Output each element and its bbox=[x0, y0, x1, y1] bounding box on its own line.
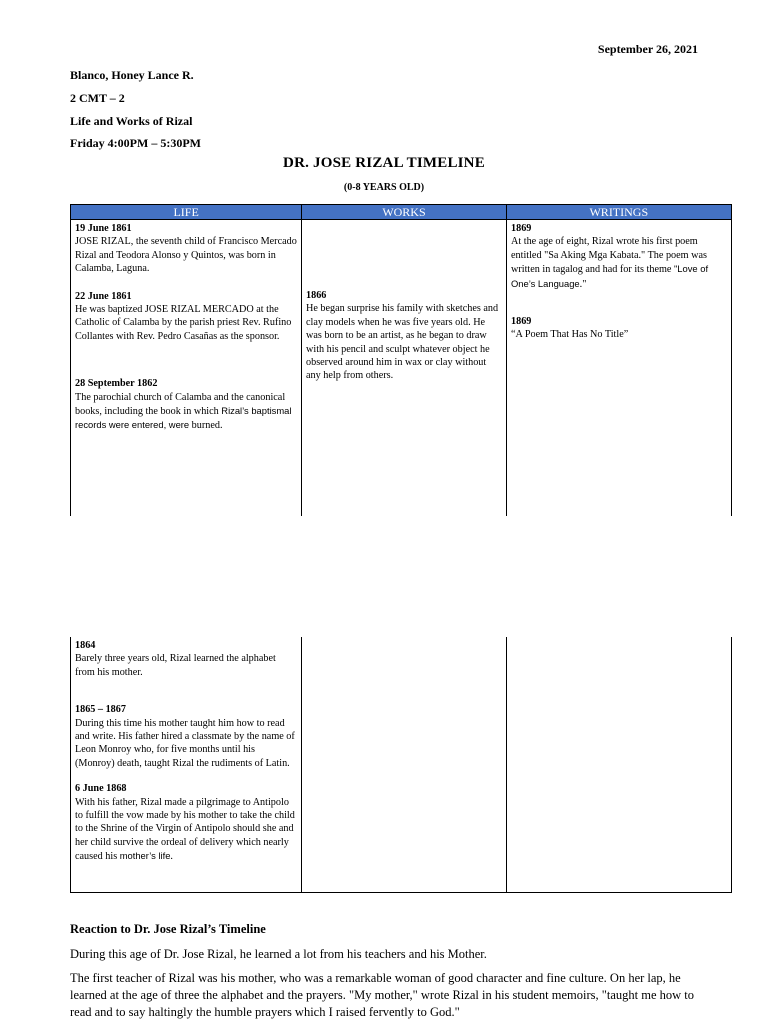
entry-text: During this time his mother taught him how to read and write. His father hired a classmate by the name of Leon Monroy who, for five months until his (Monroy) death, taught Rizal the rudiments of Latin. bbox=[75, 717, 295, 769]
life-entry bbox=[75, 639, 297, 679]
reaction-paragraph: The first teacher of Rizal was his mother, who was a remarkable woman of good character and fine culture. On her lap, he learned at the age of three the alphabet and the prayers. "My mother," wrote Rizal in his student memoirs, "taught me how to read and to say haltingly the humble prayers which I raised fervently to God." bbox=[70, 971, 694, 1019]
entry-text: ." bbox=[579, 278, 587, 290]
column-header-writings: WRITINGS bbox=[506, 205, 731, 219]
entry-text: JOSE RIZAL, the seventh child of Francisco Mercado Rizal and Teodora Alonso y Quintos, was born in Calamba, Laguna. bbox=[75, 236, 297, 275]
writings-entry bbox=[511, 222, 727, 291]
entry-date: 1869 bbox=[511, 223, 532, 234]
subject-name: Life and Works of Rizal bbox=[70, 114, 193, 128]
column-header-works: WORKS bbox=[301, 205, 505, 219]
document-date: September 26, 2021 bbox=[597, 42, 698, 56]
entry-date: 1865 – 1867 bbox=[75, 704, 126, 716]
life-entry bbox=[75, 782, 297, 863]
entry-text: . bbox=[170, 851, 173, 863]
writings-column bbox=[506, 637, 731, 892]
page-title: DR. JOSE RIZAL TIMELINE bbox=[283, 155, 485, 171]
writings-entry bbox=[511, 315, 727, 342]
entry-text: Rizal’s baptismal records were entered, were bbox=[75, 405, 292, 431]
works-entry bbox=[306, 289, 502, 383]
entry-date: 1866 bbox=[306, 290, 327, 301]
entry-text: “A Poem That Has No Title” bbox=[511, 329, 629, 341]
life-column bbox=[71, 637, 301, 892]
entry-text: With his father, Rizal made a pilgrimage to Antipolo to fulfill the vow made by his mother to take the child to the Shrine of the Virgin of Antipolo should she and her child survive the ordeal of delivery which nearly caused his bbox=[75, 796, 295, 863]
works-column bbox=[301, 220, 506, 516]
timeline-table-header bbox=[70, 204, 732, 220]
entry-date: 19 June 1861 bbox=[75, 223, 132, 234]
writings-column bbox=[506, 220, 731, 516]
entry-text: Barely three years old, Rizal learned the alphabet from his mother. bbox=[75, 653, 276, 678]
timeline-table-body-part1 bbox=[70, 220, 732, 516]
entry-text: The parochial church of Calamba and the canonical books, including the book in which bbox=[75, 391, 286, 418]
life-column bbox=[71, 220, 301, 516]
student-section: 2 CMT – 2 bbox=[70, 91, 125, 105]
entry-date: 6 June 1868 bbox=[75, 783, 127, 795]
entry-date: 22 June 1861 bbox=[75, 290, 132, 302]
entry-text: burned. bbox=[189, 420, 223, 432]
entry-text: He began surprise his family with sketches and clay models when he was five years old. He was born to be an artist, as he began to draw with his pencil and sculpt whatever object he observed around him in wax or clay without any help from others. bbox=[306, 303, 499, 382]
timeline-table-body-part2 bbox=[70, 637, 732, 893]
page-subtitle: (0-8 YEARS OLD) bbox=[343, 182, 425, 193]
life-entry bbox=[75, 703, 297, 770]
reaction-heading: Reaction to Dr. Jose Rizal’s Timeline bbox=[70, 922, 266, 936]
entry-text: At the age of eight, Rizal wrote his first poem entitled "Sa Aking Mga Kabata." The poem was written in tagalog and had for its theme bbox=[511, 236, 707, 276]
life-entry bbox=[75, 222, 297, 276]
entry-text: mother’s life bbox=[119, 850, 171, 862]
life-entry bbox=[75, 290, 297, 344]
entry-text: He was baptized JOSE RIZAL MERCADO at the Catholic of Calamba by the parish priest Rev. Rufino Collantes with Rev. Pedro Casañas as the sponsor. bbox=[75, 304, 292, 342]
entry-text: "Love of One’s Language bbox=[511, 263, 709, 289]
class-schedule: Friday 4:00PM – 5:30PM bbox=[70, 136, 201, 150]
works-column bbox=[301, 637, 506, 892]
student-name: Blanco, Honey Lance R. bbox=[70, 68, 194, 82]
entry-date: 1864 bbox=[75, 640, 96, 651]
reaction-paragraph: During this age of Dr. Jose Rizal, he learned a lot from his teachers and his Mother. bbox=[70, 947, 487, 961]
life-entry bbox=[75, 377, 297, 433]
entry-date: 28 September 1862 bbox=[75, 378, 158, 390]
entry-date: 1869 bbox=[511, 316, 532, 328]
column-header-life: LIFE bbox=[173, 205, 199, 219]
